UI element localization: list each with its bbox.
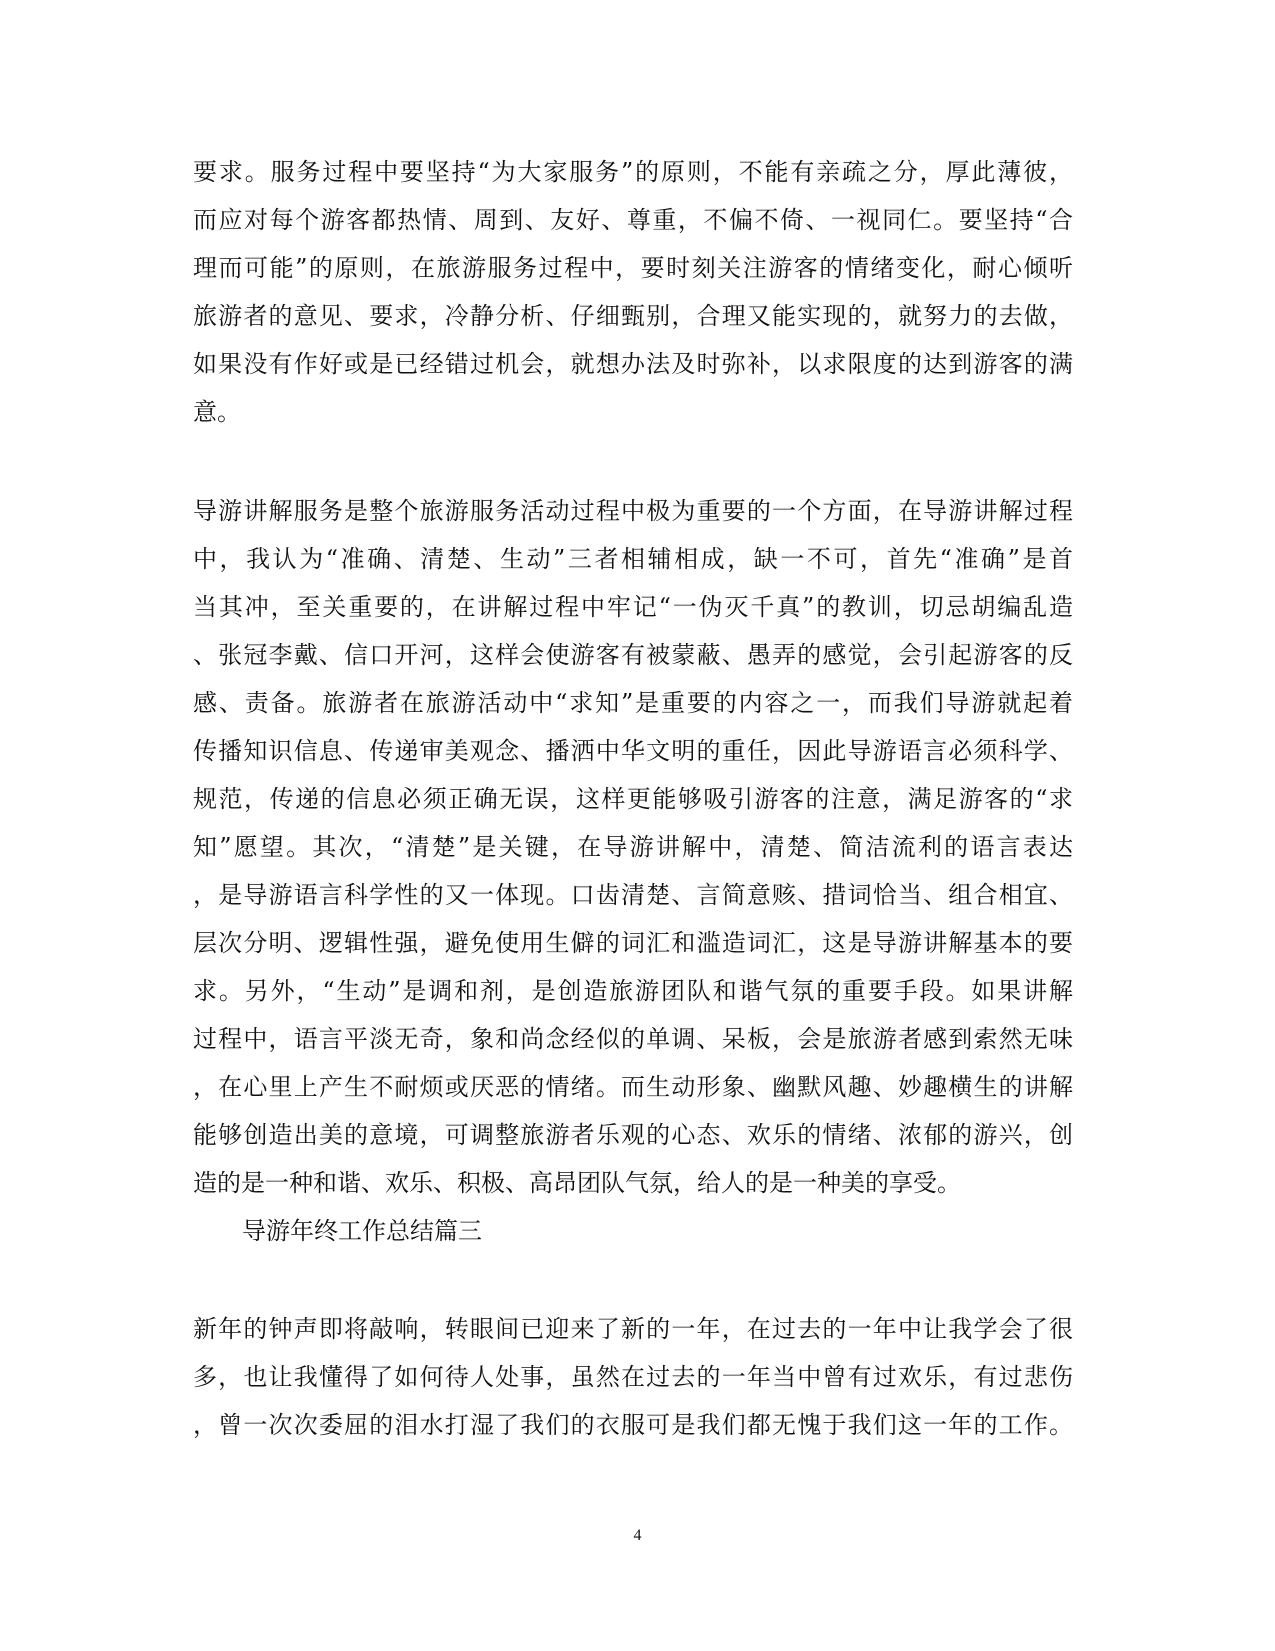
- paragraph-line: 如果没有作好或是已经错过机会，就想办法及时弥补，以求限度的达到游客的满: [193, 350, 1073, 378]
- paragraph-line: 要求。服务过程中要坚持“为大家服务”的原则，不能有亲疏之分，厚此薄彼，: [193, 158, 1073, 186]
- paragraph-line: 而应对每个游客都热情、周到、友好、尊重，不偏不倚、一视同仁。要坚持“合: [193, 206, 1073, 234]
- paragraph-line: 造的是一种和谐、欢乐、积极、高昂团队气氛，给人的是一种美的享受。: [193, 1169, 961, 1197]
- paragraph-line: 传播知识信息、传递审美观念、播洒中华文明的重任，因此导游语言必须科学、: [193, 737, 1073, 765]
- paragraph-line: 过程中，语言平淡无奇，象和尚念经似的单调、呆板，会是旅游者感到索然无味: [193, 1025, 1073, 1053]
- paragraph-line: 新年的钟声即将敲响，转眼间已迎来了新的一年，在过去的一年中让我学会了很: [193, 1315, 1073, 1343]
- paragraph-line: 导游讲解服务是整个旅游服务活动过程中极为重要的一个方面，在导游讲解过程: [193, 497, 1073, 525]
- paragraph-line: 旅游者的意见、要求，冷静分析、仔细甄别，合理又能实现的，就努力的去做，: [193, 302, 1073, 330]
- paragraph-line: 、张冠李戴、信口开河，这样会使游客有被蒙蔽、愚弄的感觉，会引起游客的反: [193, 641, 1073, 669]
- paragraph-line: 规范，传递的信息必须正确无误，这样更能够吸引游客的注意，满足游客的“求: [193, 785, 1073, 813]
- paragraph-line: ，曾一次次委屈的泪水打湿了我们的衣服可是我们都无愧于我们这一年的工作。: [193, 1411, 1073, 1439]
- paragraph-line: 理而可能”的原则，在旅游服务过程中，要时刻关注游客的情绪变化，耐心倾听: [193, 254, 1073, 282]
- paragraph-line: 层次分明、逻辑性强，避免使用生僻的词汇和滥造词汇，这是导游讲解基本的要: [193, 929, 1073, 957]
- paragraph-line: 感、责备。旅游者在旅游活动中“求知”是重要的内容之一，而我们导游就起着: [193, 689, 1073, 717]
- paragraph-line: 知”愿望。其次，“清楚”是关键，在导游讲解中，清楚、简洁流利的语言表达: [193, 833, 1073, 861]
- paragraph-line: 意。: [193, 398, 241, 426]
- paragraph-line: 中，我认为“准确、清楚、生动”三者相辅相成，缺一不可，首先“准确”是首: [193, 545, 1073, 573]
- paragraph-line: ，是导游语言科学性的又一体现。口齿清楚、言简意赅、措词恰当、组合相宜、: [193, 881, 1073, 909]
- paragraph-line: ，在心里上产生不耐烦或厌恶的情绪。而生动形象、幽默风趣、妙趣横生的讲解: [193, 1073, 1073, 1101]
- paragraph-line: 当其冲，至关重要的，在讲解过程中牢记“一伪灭千真”的教训，切忌胡编乱造: [193, 593, 1073, 621]
- paragraph-line: 多，也让我懂得了如何待人处事，虽然在过去的一年当中曾有过欢乐，有过悲伤: [193, 1363, 1073, 1391]
- paragraph-line: 求。另外，“生动”是调和剂，是创造旅游团队和谐气氛的重要手段。如果讲解: [193, 977, 1073, 1005]
- paragraph-line: 能够创造出美的意境，可调整旅游者乐观的心态、欢乐的情绪、浓郁的游兴，创: [193, 1121, 1073, 1149]
- section-heading: 导游年终工作总结篇三: [242, 1217, 482, 1245]
- page-number: 4: [633, 1527, 642, 1544]
